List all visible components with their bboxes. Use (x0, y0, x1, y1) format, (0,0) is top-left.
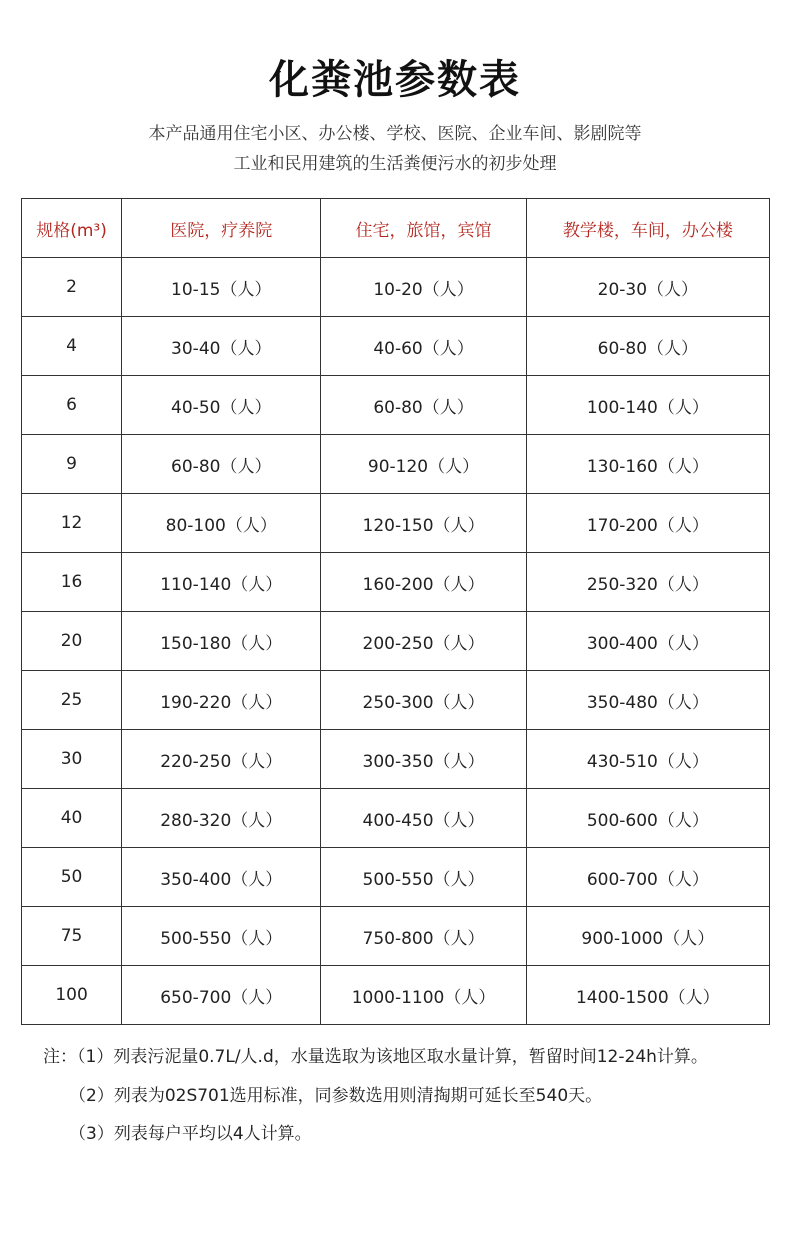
residence-cell: 40-60（人） (321, 317, 526, 376)
school-office-cell: 350-480（人） (526, 671, 769, 730)
residence-cell: 250-300（人） (321, 671, 526, 730)
hospital-cell: 80-100（人） (122, 494, 321, 553)
residence-cell: 1000-1100（人） (321, 966, 526, 1025)
hospital-cell: 150-180（人） (122, 612, 321, 671)
hospital-cell: 280-320（人） (122, 789, 321, 848)
school-office-cell: 60-80（人） (526, 317, 769, 376)
table-header-row (22, 199, 770, 258)
school-office-cell: 100-140（人） (526, 376, 769, 435)
spec-cell: 4 (22, 317, 122, 376)
residence-cell: 160-200（人） (321, 553, 526, 612)
table-row (22, 553, 770, 612)
residence-cell: 500-550（人） (321, 848, 526, 907)
table-row (22, 494, 770, 553)
header-spec: 规格(m³) (22, 199, 122, 258)
spec-cell: 100 (22, 966, 122, 1025)
spec-cell: 30 (22, 730, 122, 789)
residence-cell: 300-350（人） (321, 730, 526, 789)
spec-table (21, 198, 770, 1025)
spec-cell: 20 (22, 612, 122, 671)
school-office-cell: 20-30（人） (526, 258, 769, 317)
subtitle-line-1: 本产品通用住宅小区、办公楼、学校、医院、企业车间、影剧院等 (148, 124, 642, 144)
spec-cell: 12 (22, 494, 122, 553)
school-office-cell: 170-200（人） (526, 494, 769, 553)
hospital-cell: 350-400（人） (122, 848, 321, 907)
residence-cell: 60-80（人） (321, 376, 526, 435)
note-2: （2）列表为02S701选用标准，同参数选用则清掏期可延长至540天。 (69, 1086, 603, 1106)
residence-cell: 400-450（人） (321, 789, 526, 848)
table-row (22, 671, 770, 730)
residence-cell: 10-20（人） (321, 258, 526, 317)
hospital-cell: 650-700（人） (122, 966, 321, 1025)
school-office-cell: 1400-1500（人） (526, 966, 769, 1025)
spec-cell: 40 (22, 789, 122, 848)
hospital-cell: 500-550（人） (122, 907, 321, 966)
table-row (22, 730, 770, 789)
table-row (22, 848, 770, 907)
hospital-cell: 10-15（人） (122, 258, 321, 317)
school-office-cell: 430-510（人） (526, 730, 769, 789)
hospital-cell: 40-50（人） (122, 376, 321, 435)
hospital-cell: 220-250（人） (122, 730, 321, 789)
header-hospital: 医院，疗养院 (122, 199, 321, 258)
school-office-cell: 500-600（人） (526, 789, 769, 848)
subtitle-line-2: 工业和民用建筑的生活粪便污水的初步处理 (233, 154, 557, 174)
hospital-cell: 190-220（人） (122, 671, 321, 730)
hospital-cell: 60-80（人） (122, 435, 321, 494)
spec-cell: 50 (22, 848, 122, 907)
hospital-cell: 110-140（人） (122, 553, 321, 612)
table-row (22, 907, 770, 966)
table-row (22, 258, 770, 317)
table-row (22, 966, 770, 1025)
school-office-cell: 600-700（人） (526, 848, 769, 907)
table-row (22, 317, 770, 376)
spec-cell: 6 (22, 376, 122, 435)
school-office-cell: 250-320（人） (526, 553, 769, 612)
residence-cell: 120-150（人） (321, 494, 526, 553)
table-row (22, 435, 770, 494)
school-office-cell: 130-160（人） (526, 435, 769, 494)
spec-cell: 9 (22, 435, 122, 494)
residence-cell: 750-800（人） (321, 907, 526, 966)
hospital-cell: 30-40（人） (122, 317, 321, 376)
table-row (22, 612, 770, 671)
residence-cell: 90-120（人） (321, 435, 526, 494)
school-office-cell: 300-400（人） (526, 612, 769, 671)
table-row (22, 376, 770, 435)
school-office-cell: 900-1000（人） (526, 907, 769, 966)
page-title: 化粪池参数表 (269, 57, 521, 103)
spec-cell: 25 (22, 671, 122, 730)
residence-cell: 200-250（人） (321, 612, 526, 671)
note-1: 注：（1）列表污泥量0.7L/人.d，水量选取为该地区取水量计算，暂留时间12-24h计算。 (43, 1047, 708, 1067)
spec-cell: 75 (22, 907, 122, 966)
spec-cell: 2 (22, 258, 122, 317)
header-residence: 住宅，旅馆，宾馆 (321, 199, 526, 258)
spec-cell: 16 (22, 553, 122, 612)
header-school-office: 教学楼，车间，办公楼 (526, 199, 769, 258)
note-3: （3）列表每户平均以4人计算。 (69, 1124, 312, 1144)
table-row (22, 789, 770, 848)
